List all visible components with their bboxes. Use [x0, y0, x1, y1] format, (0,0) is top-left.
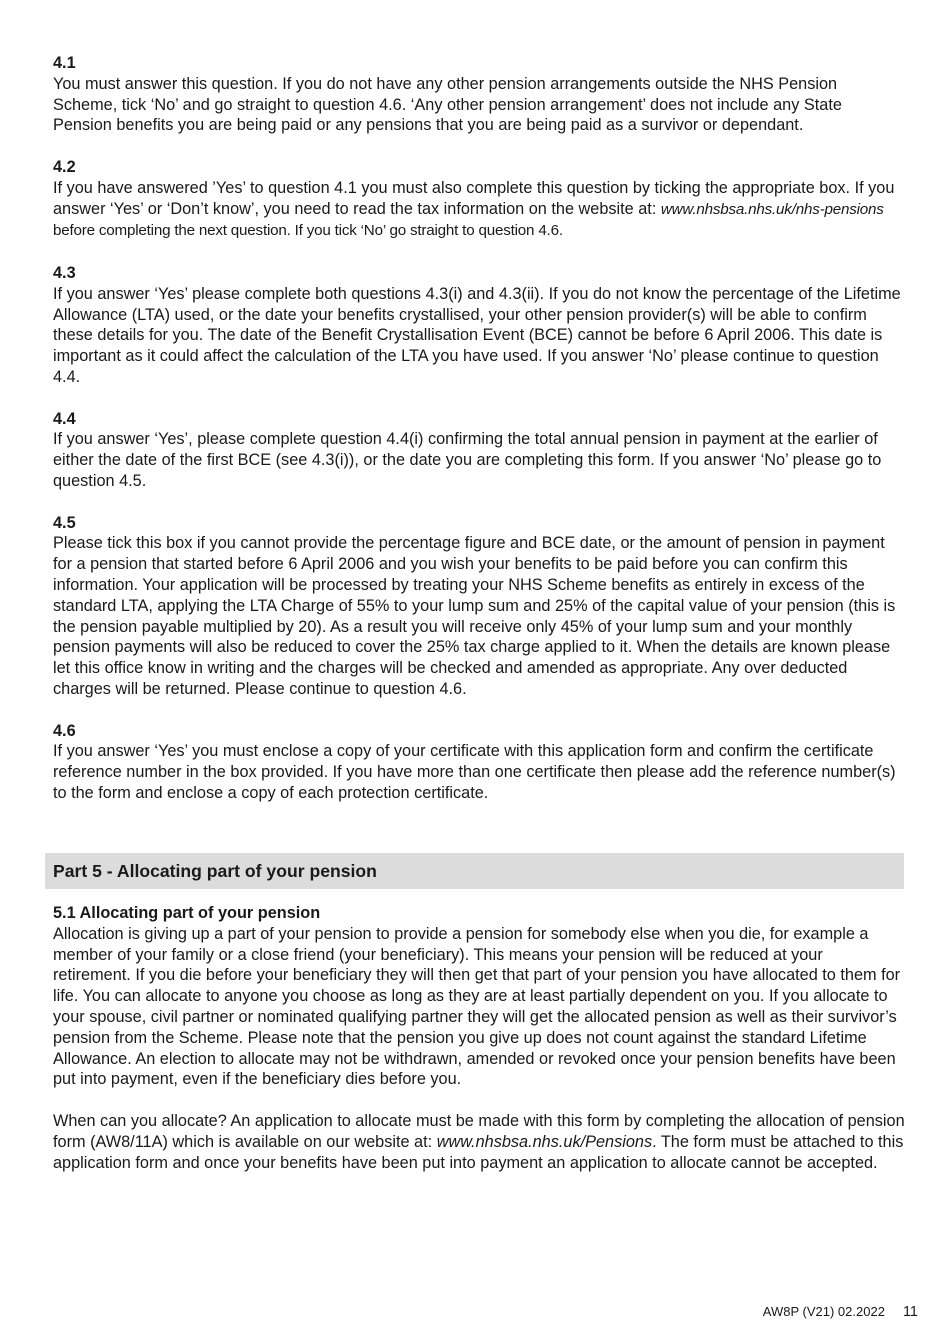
form-reference: AW8P (V21) 02.2022 [762, 1304, 885, 1319]
paragraph-text-part: . The form must be attached to this application form and once your benefits have been put into payment an application to allocate cannot be accepted. [53, 1132, 904, 1172]
paragraph-gap [53, 1090, 905, 1111]
paragraph-text-part: When can you allocate? An application to allocate must be made with this form by completing the allocation of pension form (AW8/11A) which is available on our website at: [53, 1111, 905, 1151]
question-number: 4.5 [53, 513, 76, 532]
allocation-paragraph: Allocation is giving up a part of your pension to provide a pension for somebody else when you die, for example a member of your family or a close friend (your beneficiary). This means your pension will be reduced at your retirement. If you die before your beneficiary they will then get that part of your pension you have allocated to them for life. You can allocate to anyone you choose as long as they are at least partially dependent on you. If you allocate to your spouse, civil partner or nominated qualifying partner they will get the allocated pension as well as their survivor’s pension from the Scheme. Please note that the pension you give up does not count against the standard Lifetime Allowance. An election to allocate may not be withdrawn, amended or revoked once your pension benefits have been put into payment, even if the beneficiary dies before you. [53, 924, 901, 1089]
question-text: You must answer this question. If you do not have any other pension arrangements outside the NHS Pension Scheme, tick ‘No’ and go straight to question 4.6. ‘Any other pension arrangement’ does not include any State Pension benefits you are being paid or any pensions that you are being paid as a survivor or dependant. [53, 74, 842, 135]
question-number: 4.2 [53, 157, 76, 176]
question-text-part: If you have answered ’Yes’ to question 4.1 you must also complete this question by ticking the appropriate box. If you answer ‘Yes’ or ‘Don’t know’, you need to read the tax information on the website at: [53, 178, 895, 218]
question-number: 4.6 [53, 721, 76, 740]
question-4-1 [53, 53, 905, 136]
section-5-1-title: 5.1 Allocating part of your pension [53, 904, 321, 922]
question-text: Please tick this box if you cannot provide the percentage figure and BCE date, or the amount of pension in payment for a pension that started before 6 April 2006 and you wish your benefits to be paid before you can confirm this information. Your application will be processed by treating your NHS Scheme benefits as entirely in excess of the standard LTA, applying the LTA Charge of 55% to your lump sum and 25% of the capital value of your pension (this is the pension payable multiplied by 20). As a result you will receive only 45% of your lump sum and your monthly pension payments will also be reduced to cover the 25% tax charge applied to it. When the details are known please let this office know in writing and the charges will be checked and amended as appropriate. Any over deducted charges will be returned. Please continue to question 4.6. [53, 534, 896, 698]
question-text [53, 178, 905, 242]
question-4-6 [53, 721, 905, 804]
part-5-header: Part 5 - Allocating part of your pension [45, 853, 904, 889]
page-number: 11 [902, 1304, 918, 1320]
page-footer [763, 1303, 918, 1321]
when-to-allocate-paragraph [53, 1111, 905, 1173]
question-4-4 [53, 409, 905, 492]
guidance-notes-part4 [53, 53, 905, 824]
question-text: If you answer ‘Yes’, please complete question 4.4(i) confirming the total annual pension in payment at the earlier of either the date of the first BCE (see 4.3(i)), or the date you are completing this form. If you answer ‘No’ please go to question 4.5. [53, 430, 882, 490]
question-text: If you answer ‘Yes’ you must enclose a copy of your certificate with this application form and confirm the certificate reference number in the box provided. If you have more than one certificate then please add the reference number(s) to the form and enclose a copy of each protection certificate. [53, 742, 896, 802]
question-number: 4.3 [53, 263, 76, 282]
question-text-part: before completing the next question. If you tick ‘No’ go straight to question 4.6. [53, 222, 563, 240]
question-4-3 [53, 263, 905, 388]
question-4-2 [53, 157, 905, 242]
part-5-section [53, 903, 905, 1173]
question-number: 4.1 [53, 54, 76, 72]
website-link[interactable]: www.nhsbsa.nhs.uk/nhs-pensions [660, 200, 884, 218]
question-text: If you answer ‘Yes’ please complete both questions 4.3(i) and 4.3(ii). If you do not know the percentage of the Lifetime Allowance (LTA) used, or the date your benefits crystallised, your other pension provider(s) will be able to confirm these details for you. The date of the Benefit Crystallisation Event (BCE) cannot be before 6 April 2006. This date is important as it could affect the calculation of the LTA you have used. If you answer ‘No’ please continue to question 4.4. [53, 284, 901, 386]
question-number: 4.4 [53, 409, 76, 428]
website-link[interactable]: www.nhsbsa.nhs.uk/Pensions [436, 1132, 653, 1151]
question-4-5 [53, 513, 905, 700]
